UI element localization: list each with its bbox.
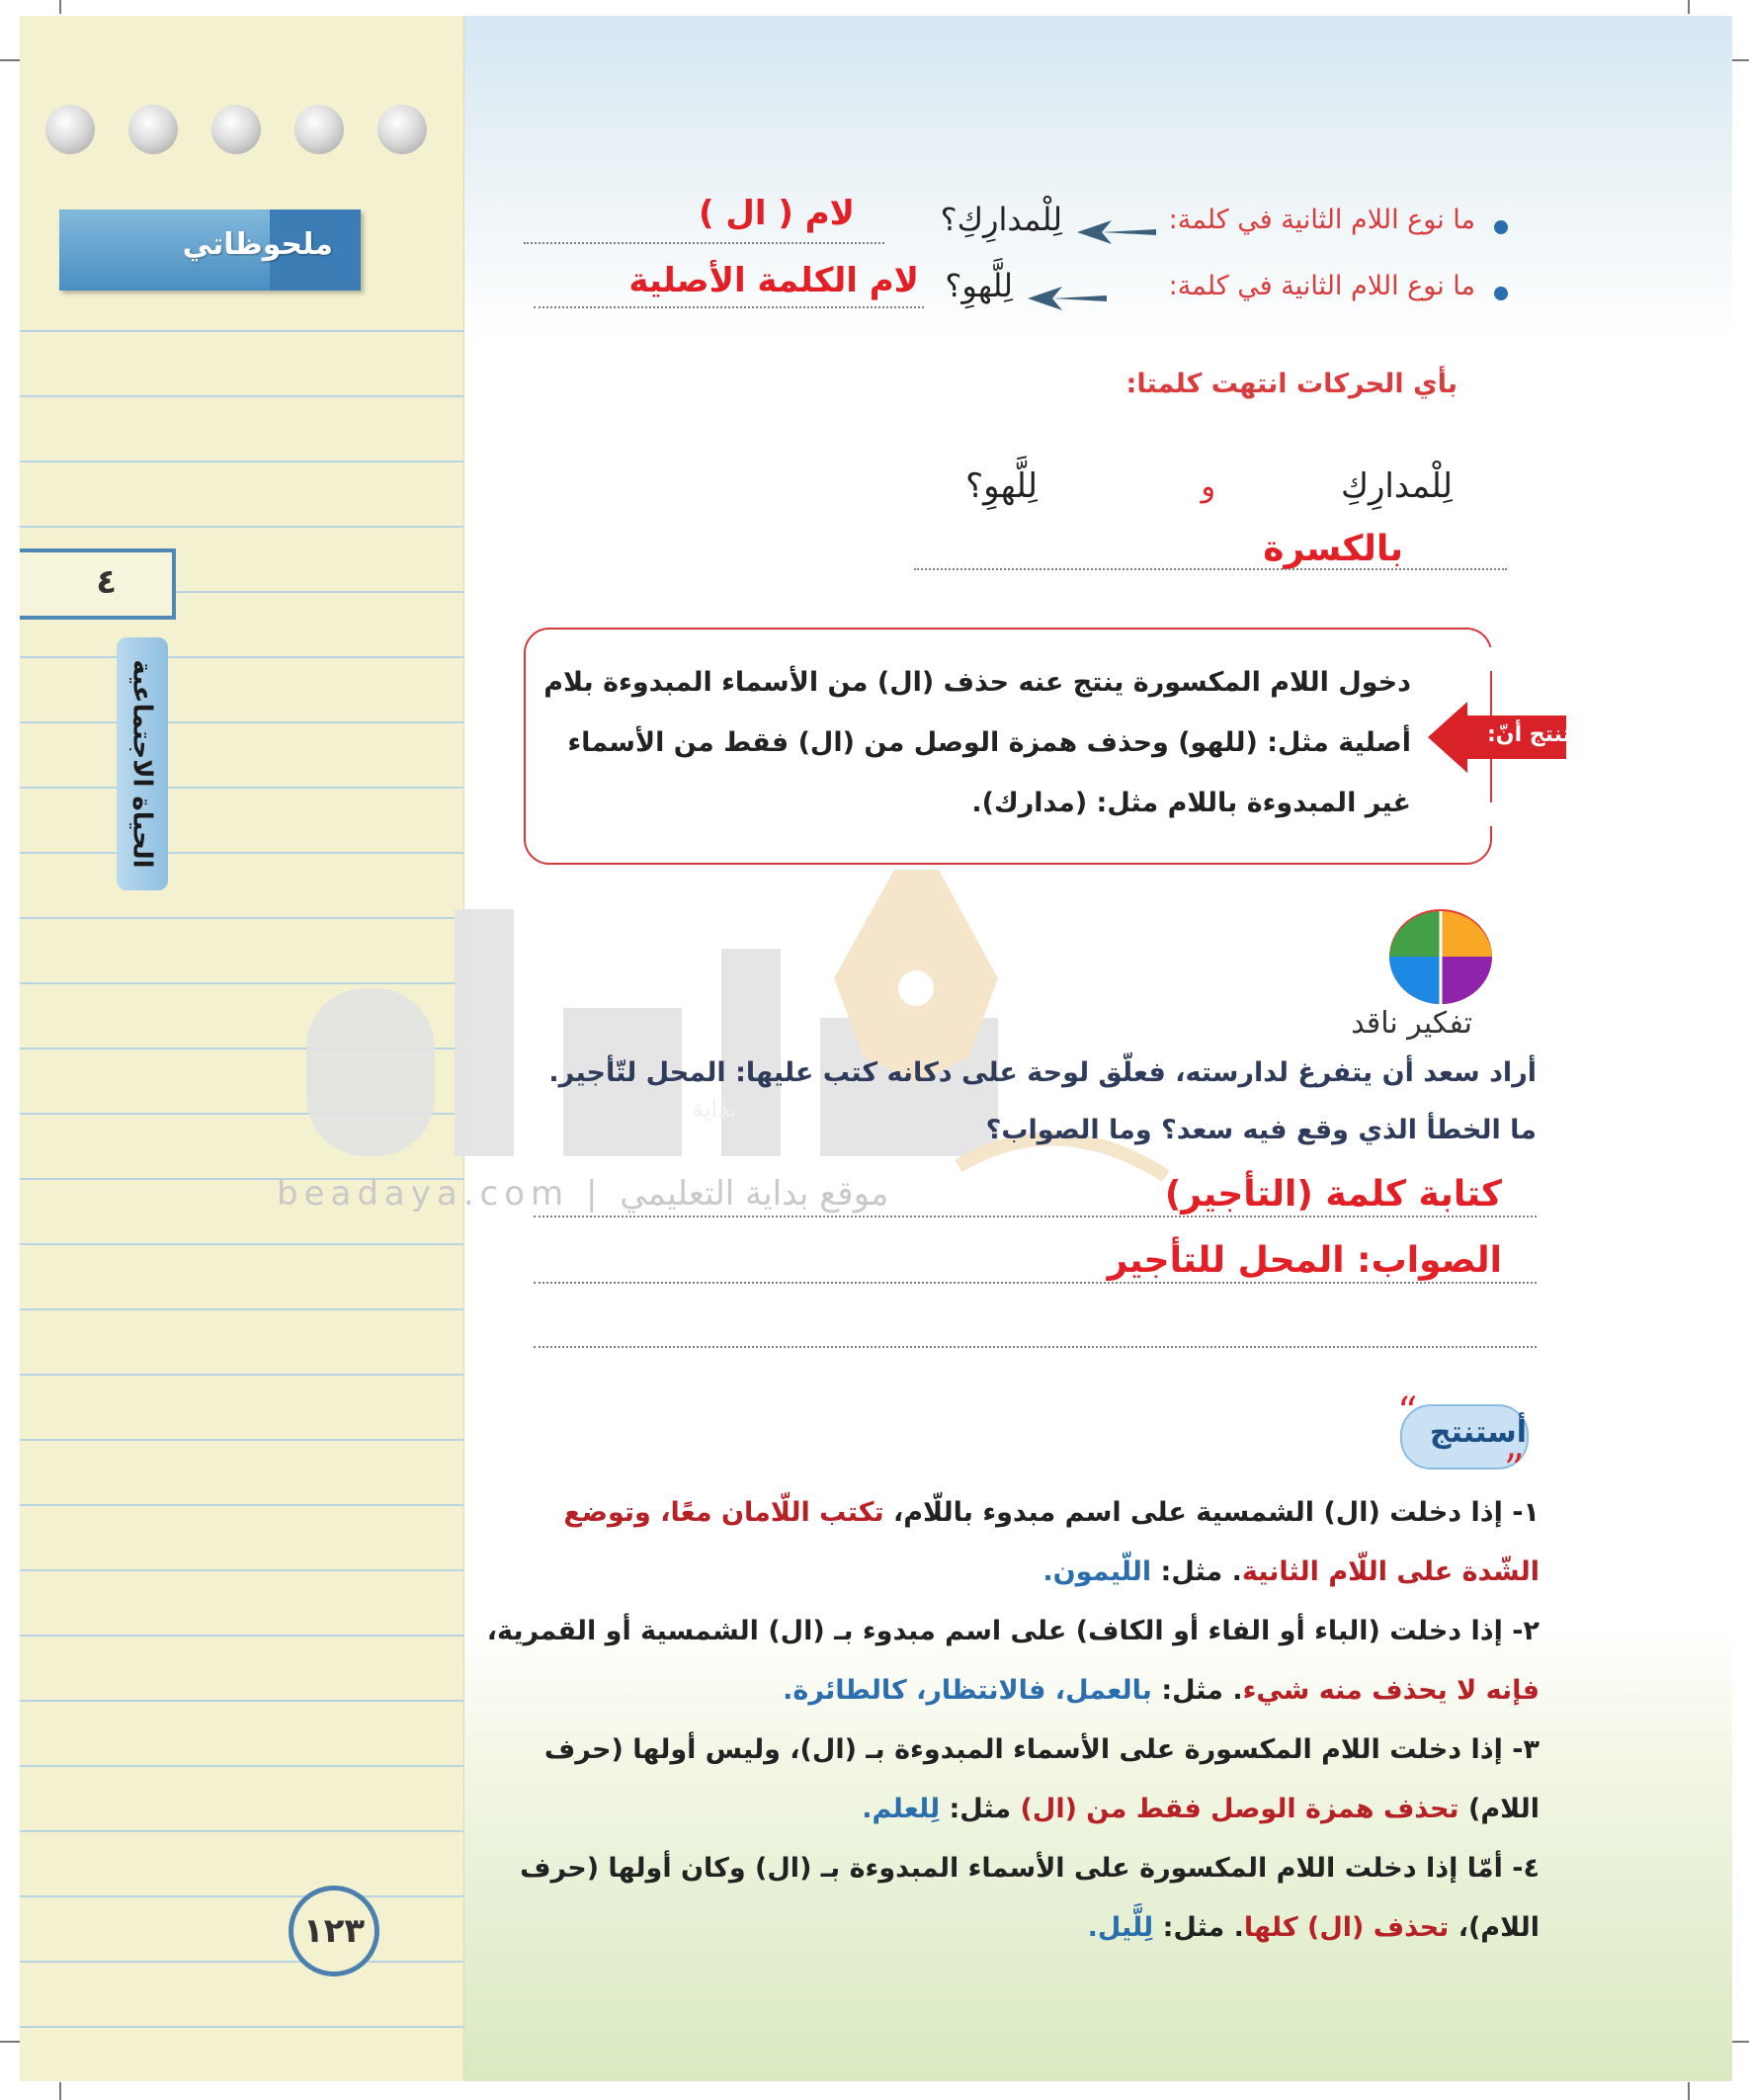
conclusion-line-2: أصلية مثل: (للهو) وحذف همزة الوصل من (ال) فقط من الأسماء <box>567 727 1411 758</box>
vowels-answer: بالكسرة <box>1263 529 1403 569</box>
rule-1-line-1: ١- إذا دخلت (ال) الشمسية على اسم مبدوء باللّام، تكتب اللّامان معًا، وتوضع <box>563 1497 1540 1528</box>
watermark-logo <box>247 870 1186 1225</box>
conclusion-line-1: دخول اللام المكسورة ينتج عنه حذف (ال) من الأسماء المبدوءة بلام <box>543 667 1411 698</box>
conclusion-line-3: غير المبدوءة باللام مثل: (مدارك). <box>971 788 1411 818</box>
ruled-line <box>20 461 463 462</box>
vowels-word-2: لِلَّهوِ؟ <box>965 466 1038 506</box>
answer-line <box>534 1216 1537 1218</box>
answer-line <box>914 568 1507 570</box>
ruled-line <box>20 787 463 789</box>
ruled-line <box>20 1961 463 1963</box>
ruled-line <box>20 1895 463 1897</box>
page-number: ١٢٣ <box>289 1886 379 1976</box>
crop-mark <box>59 2082 61 2100</box>
rule-2-line-2: فإنه لا يحذف منه شيء. مثل: بالعمل، فالانتظار، كالطائرة. <box>783 1675 1540 1706</box>
crop-mark <box>1731 59 1749 61</box>
critical-thinking-label: تفكير ناقد <box>1351 1006 1472 1041</box>
binder-ring <box>377 105 427 154</box>
binder-ring <box>294 105 344 154</box>
ruled-line <box>20 1635 463 1637</box>
critical-thinking-question: ما الخطأ الذي وقع فيه سعد؟ وما الصواب؟ <box>985 1115 1537 1145</box>
binder-ring <box>128 105 178 154</box>
rule-2-line-1: ٢- إذا دخلت (الباء أو الفاء أو الكاف) على اسم مبدوء بـ (ال) الشمسية أو القمرية، <box>486 1616 1540 1646</box>
answer-line <box>534 306 924 308</box>
rule-1-line-2: الشّدة على اللّام الثانية. مثل: اللّيمون. <box>1042 1556 1540 1587</box>
crop-mark <box>59 0 61 14</box>
binder-ring <box>211 105 261 154</box>
unit-number: ٤ <box>96 562 117 602</box>
ruled-line <box>20 1830 463 1832</box>
answer-line <box>534 1282 1537 1284</box>
ruled-line <box>20 395 463 397</box>
watermark-site: beadaya.com | موقع بداية التعليمي <box>277 1174 889 1214</box>
crop-mark <box>1731 2041 1749 2043</box>
crop-mark <box>0 59 20 61</box>
binder-ring <box>45 105 95 154</box>
unit-title: الحياة الاجتماعية <box>127 659 157 869</box>
answer-line <box>524 242 884 244</box>
conclusion-box <box>524 628 1492 865</box>
ruled-line <box>20 721 463 723</box>
critical-thinking-scenario: أراد سعد أن يتفرغ لدارسته، فعلّق لوحة على دكانه كتب عليها: المحل لتّأجير. <box>548 1057 1537 1088</box>
brain-icon <box>1386 907 1495 1006</box>
question-2-answer: لام الكلمة الأصلية <box>628 261 919 300</box>
arrow-icon <box>1023 284 1112 313</box>
question-2-prefix: ما نوع اللام الثانية في كلمة: <box>1168 271 1475 301</box>
rule-4-line-2: اللام)، تحذف (ال) كلها. مثل: لِلَّيل. <box>1087 1912 1540 1943</box>
ruled-line <box>20 526 463 528</box>
ruled-line <box>20 330 463 332</box>
svg-text:“: “ <box>1397 1391 1418 1435</box>
ruled-line <box>20 852 463 854</box>
conclusion-label: أستنتج أنّ: <box>1487 722 1601 747</box>
notes-title-tab <box>59 210 361 291</box>
vowels-conjunction: و <box>1201 469 1215 504</box>
ruled-line <box>20 1439 463 1441</box>
crop-mark <box>1688 2082 1690 2100</box>
ruled-line <box>20 1569 463 1571</box>
question-2-word: لِلَّهوِ؟ <box>945 267 1013 304</box>
critical-thinking-answer-2: الصواب: المحل للتأجير <box>1107 1240 1502 1281</box>
ruled-line <box>20 1504 463 1506</box>
notes-title: ملحوظاتي <box>182 227 333 262</box>
ruled-line <box>20 1700 463 1702</box>
ruled-line <box>20 656 463 658</box>
critical-thinking-answer-1: كتابة كلمة (التأجير) <box>1164 1174 1502 1215</box>
svg-text:”: ” <box>1504 1447 1525 1482</box>
bullet-dot <box>1494 220 1508 234</box>
question-1-answer: لام ( ال ) <box>699 194 855 233</box>
question-2 <box>1169 271 1475 301</box>
unit-number-box <box>20 548 176 620</box>
ruled-line <box>20 2026 463 2028</box>
arrow-icon <box>1072 217 1161 247</box>
vowels-prompt: بأي الحركات انتهت كلمتا: <box>1125 369 1458 399</box>
ruled-line <box>20 1308 463 1310</box>
bullet-dot <box>1494 287 1508 300</box>
ruled-line <box>20 1765 463 1767</box>
rule-4-line-1: ٤- أمّا إذا دخلت اللام المكسورة على الأسماء المبدوءة بـ (ال) وكان أولها (حرف <box>520 1853 1540 1884</box>
rule-3-line-2: اللام) تحذف همزة الوصل فقط من (ال) مثل: لِلعلم. <box>862 1794 1540 1824</box>
answer-line <box>534 1346 1537 1348</box>
question-1 <box>1169 205 1475 235</box>
crop-mark <box>0 2041 20 2043</box>
vowels-word-1: لِلْمدارِكِ <box>1340 466 1453 506</box>
ruled-line <box>20 1243 463 1245</box>
watermark-text: بداية <box>692 1095 737 1123</box>
crop-mark <box>1688 0 1690 14</box>
rule-3-line-1: ٣- إذا دخلت اللام المكسورة على الأسماء المبدوءة بـ (ال)، وليس أولها (حرف <box>543 1734 1540 1765</box>
question-1-prefix: ما نوع اللام الثانية في كلمة: <box>1168 205 1475 235</box>
question-1-word: لِلْمدارِكِ؟ <box>940 201 1062 238</box>
conclude-title: أستنتج <box>1429 1415 1527 1450</box>
ruled-line <box>20 1374 463 1376</box>
unit-title-label <box>117 637 168 890</box>
